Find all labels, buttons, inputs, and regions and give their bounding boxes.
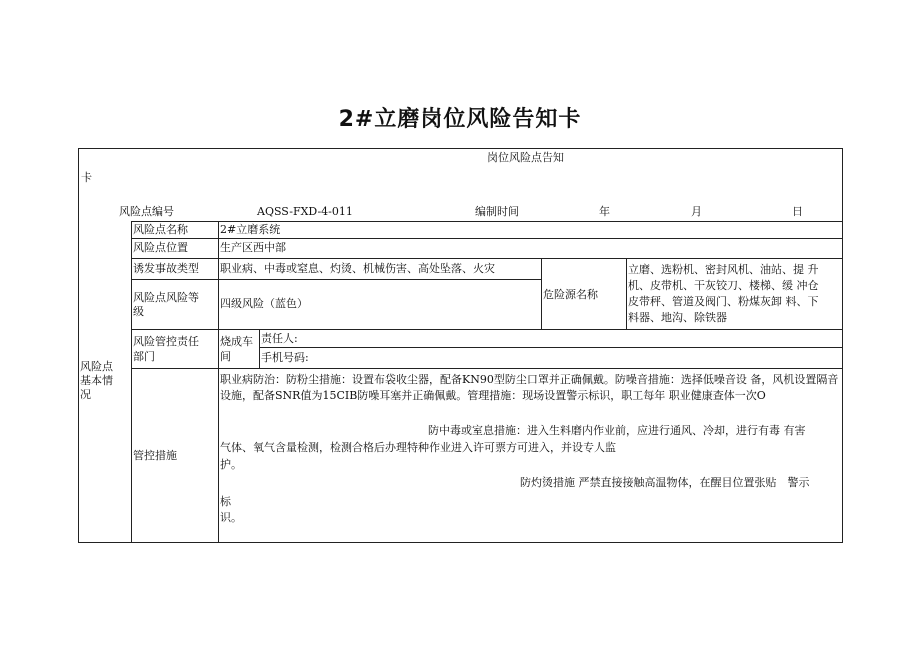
risk-card-table — [78, 148, 843, 543]
risk-level-label: 风险点风险等 级 — [133, 291, 199, 318]
risk-location-label: 风险点位置 — [133, 241, 188, 254]
row-divider — [131, 368, 843, 369]
hazard-source-label: 危险源名称 — [543, 288, 598, 301]
row-divider — [131, 238, 843, 239]
row-divider — [131, 279, 541, 280]
date-day: 日 — [792, 205, 803, 218]
column-divider — [131, 221, 132, 543]
card-heading-tail: 卡 — [81, 171, 92, 184]
control-measures-occupational: 职业病防治：防粉尘措施：设置布袋收尘器，配备KN90型防尘口罩并正确佩戴。防噪音措施：选择低噪音设 备，风机设置隔音设施，配备SNR值为15CIB防噪耳塞并正确佩戴。管理措施：现场设置警示标识，职工每年 职业健康查体一次O — [220, 373, 839, 402]
basic-info-section-label: 风险点 基本情 况 — [80, 360, 113, 401]
control-measures-burn-head: 防灼烫措施 严禁直接接触高温物体，在醒目位置张贴 警示 — [520, 476, 810, 489]
date-label: 编制时间 — [475, 205, 519, 218]
control-measures-burn-tail: 标 — [220, 495, 231, 508]
control-measures-label: 管控措施 — [133, 449, 177, 462]
responsibility-dept-value: 烧成车 间 — [220, 335, 253, 363]
column-divider — [218, 221, 219, 543]
risk-level-value: 四级风险（蓝色） — [220, 297, 308, 310]
control-measures-poison-head: 防中毒或室息措施：进入生料磨内作业前，应进行通风、冷却，进行有毒 有害 — [428, 424, 806, 437]
risk-location-value: 生产区西中部 — [220, 241, 286, 254]
row-divider — [131, 221, 843, 222]
responsibility-dept-label: 风险管控责任 部门 — [133, 335, 199, 363]
accident-type-label: 诱发事故类型 — [133, 262, 199, 275]
control-measures-poison-body: 气体、氧气含量检测，检测合格后办理特种作业进入许可票方可进入，并设专人监 — [220, 441, 616, 454]
card-heading: 岗位风险点告知 — [487, 151, 564, 164]
control-measures-burn-tail: 识。 — [220, 511, 242, 524]
row-divider — [259, 347, 843, 348]
hazard-source-value: 立磨、选粉机、密封风机、油站、提 升 机、皮带机、干灰铰刀、楼梯、缓 冲仓 皮带秤、管道及阀门、粉煤灰卸 料、下 料器、地沟、除铁器 — [628, 263, 819, 324]
row-divider — [131, 329, 843, 330]
risk-name-label: 风险点名称 — [133, 223, 188, 236]
risk-code-label: 风险点编号 — [119, 205, 174, 218]
accident-type-value: 职业病、中毒或窒息、灼烫、机械伤害、高处坠落、火灾 — [220, 262, 495, 275]
date-month: 月 — [691, 205, 702, 218]
page-title: 2#立磨岗位风险告知卡 — [338, 107, 582, 132]
column-divider — [626, 258, 627, 329]
control-measures-poison-tail: 护。 — [220, 458, 242, 471]
phone-number: 手机号码: — [261, 351, 309, 364]
date-year: 年 — [599, 205, 610, 218]
risk-code-value: AQSS-FXD-4-011 — [257, 205, 353, 218]
column-divider — [259, 329, 260, 368]
row-divider — [131, 258, 843, 259]
risk-name-value: 2#立磨系统 — [220, 223, 281, 236]
responsible-person: 责任人: — [261, 332, 298, 345]
column-divider — [541, 258, 542, 329]
